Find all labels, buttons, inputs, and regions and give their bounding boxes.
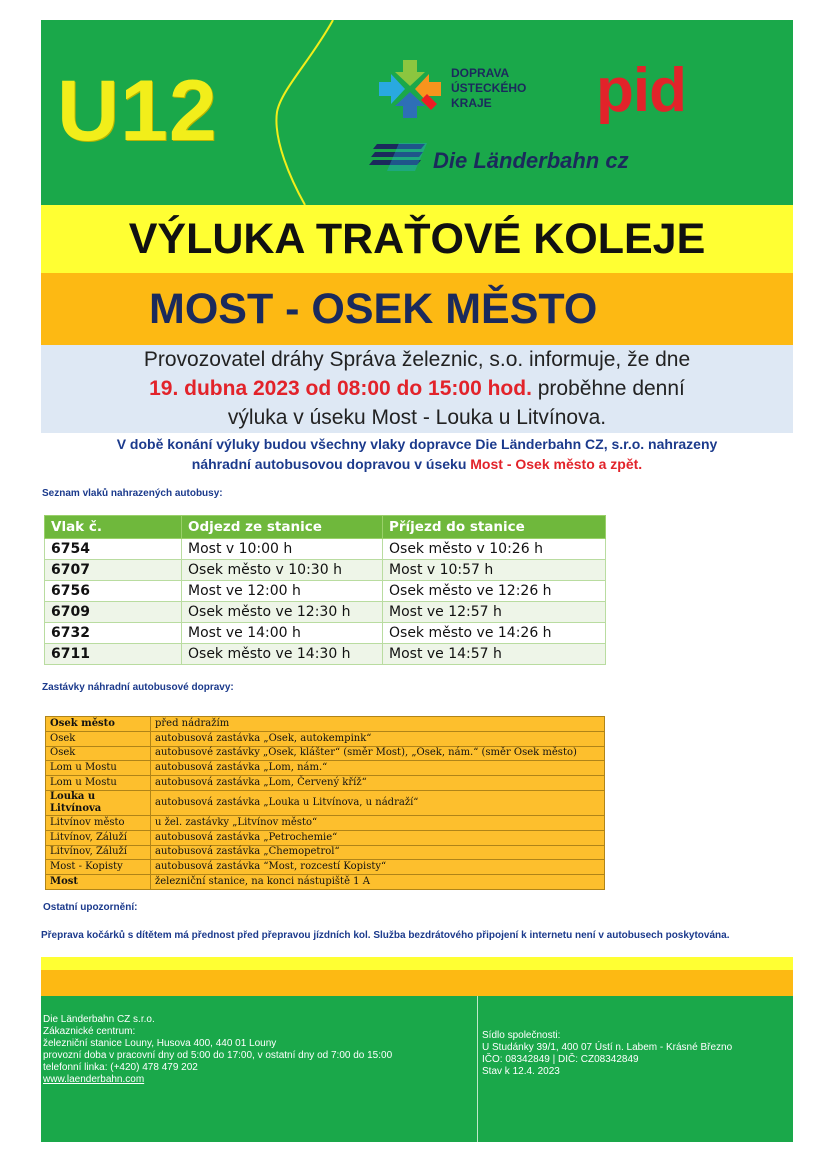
- departure: Osek město ve 14:30 h: [182, 644, 383, 665]
- arrival: Most ve 14:57 h: [383, 644, 606, 665]
- stop-place: Lom u Mostu: [46, 776, 151, 791]
- table-row: [46, 860, 605, 875]
- notice-line-2: [41, 454, 793, 474]
- train-number: 6709: [45, 602, 182, 623]
- train-number: 6707: [45, 560, 182, 581]
- stops-table: [45, 716, 605, 890]
- table-row: [45, 539, 606, 560]
- table-row: [46, 790, 605, 815]
- other-notices-text: Přeprava kočárků s dítětem má přednost před přepravou jízdních kol. Služba bezdrátového připojení k internetu není v autobusech poskytována.: [41, 930, 730, 941]
- departure: Osek město v 10:30 h: [182, 560, 383, 581]
- trains-table-header: [45, 516, 606, 539]
- departure: Osek město ve 12:30 h: [182, 602, 383, 623]
- stop-place: Most: [46, 875, 151, 890]
- footer-company-name: Die Länderbahn CZ s.r.o.: [43, 1014, 155, 1025]
- notice-line-2-red: Most - Osek město a zpět.: [470, 456, 643, 472]
- train-number: 6732: [45, 623, 182, 644]
- stop-location: autobusové zastávky „Osek, klášter“ (směr Most), „Osek, nám.“ (směr Osek město): [151, 746, 605, 761]
- page-title: VÝLUKA TRAŤOVÉ KOLEJE: [128, 215, 706, 263]
- train-number: 6711: [45, 644, 182, 665]
- info-date-time: 19. dubna 2023 od 08:00 do 15:00 hod.: [149, 377, 532, 400]
- stop-location: autobusová zastávka „Louka u Litvínova, u nádraží“: [151, 790, 605, 815]
- footer-divider: [477, 996, 478, 1142]
- table-row: [46, 717, 605, 732]
- stop-place: Litvínov, Záluží: [46, 830, 151, 845]
- col-train-number: Vlak č.: [45, 516, 182, 539]
- table-row: [46, 875, 605, 890]
- table-row: [45, 581, 606, 602]
- departure: Most ve 12:00 h: [182, 581, 383, 602]
- stop-location: autobusová zastávka „Osek, autokempink“: [151, 731, 605, 746]
- stop-place: Osek: [46, 746, 151, 761]
- arrival: Osek město ve 14:26 h: [383, 623, 606, 644]
- train-number: 6754: [45, 539, 182, 560]
- stop-place: Louka u Litvínova: [46, 790, 151, 815]
- stop-location: autobusová zastávka „Lom, Červený kříž“: [151, 776, 605, 791]
- route-number: U12: [57, 63, 218, 159]
- arrival: Most v 10:57 h: [383, 560, 606, 581]
- table-row: [46, 815, 605, 830]
- pid-logo: pid: [596, 56, 686, 125]
- doprava-ustecky-kraj-logo: [377, 58, 443, 120]
- footer-address: železniční stanice Louny, Husova 400, 440 01 Louny: [43, 1038, 277, 1049]
- departure: Most ve 14:00 h: [182, 623, 383, 644]
- footer-headquarters: [482, 1030, 732, 1078]
- dk-line-2: ÚSTECKÉHO: [451, 81, 527, 95]
- table-row: [46, 761, 605, 776]
- info-line-3: výluka v úseku Most - Louka u Litvínova.: [227, 406, 607, 429]
- notice-block: [41, 434, 793, 474]
- other-notices-label: Ostatní upozornění:: [43, 902, 138, 913]
- doprava-ustecky-kraj-text: [451, 66, 526, 111]
- table-row: [46, 845, 605, 860]
- notice-line-1: V době konání výluky budou všechny vlaky dopravce Die Länderbahn CZ, s.r.o. nahrazeny: [116, 436, 718, 452]
- stop-location: autobusová zastávka “Most, rozcestí Kopisty“: [151, 860, 605, 875]
- header-banner: [41, 20, 793, 205]
- table-row: [45, 560, 606, 581]
- footer-hours: provozní doba v pracovní dny od 5:00 do 17:00, v ostatní dny od 7:00 do 15:00: [43, 1050, 393, 1061]
- train-number: 6756: [45, 581, 182, 602]
- arrival: Osek město v 10:26 h: [383, 539, 606, 560]
- stop-place: Litvínov město: [46, 815, 151, 830]
- stop-place: Most - Kopisty: [46, 860, 151, 875]
- footer: [41, 996, 793, 1142]
- laenderbahn-logo-text: Die Länderbahn cz: [433, 148, 629, 173]
- stop-place: Osek: [46, 731, 151, 746]
- info-block: [41, 345, 793, 433]
- arrival: Osek město ve 12:26 h: [383, 581, 606, 602]
- laenderbahn-logo-icon: [369, 142, 429, 172]
- table-row: [46, 746, 605, 761]
- footer-ids: IČO: 08342849 | DIČ: CZ08342849: [482, 1054, 639, 1065]
- stop-place: Litvínov, Záluží: [46, 845, 151, 860]
- footer-phone: telefonní linka: (+420) 478 479 202: [43, 1062, 198, 1073]
- trains-table: [44, 515, 606, 665]
- table-row: [45, 644, 606, 665]
- table-row: [45, 602, 606, 623]
- stop-place: Osek město: [46, 717, 151, 732]
- info-line-2-rest: proběhne denní: [531, 377, 685, 400]
- stop-location: autobusová zastávka „Petrochemie“: [151, 830, 605, 845]
- stop-location: před nádražím: [151, 717, 605, 732]
- footer-stripe-yellow: [41, 957, 793, 970]
- stop-place: Lom u Mostu: [46, 761, 151, 776]
- stops-label: Zastávky náhradní autobusové dopravy:: [42, 682, 234, 693]
- stop-location: autobusová zastávka „Chemopetrol“: [151, 845, 605, 860]
- info-line-1: Provozovatel dráhy Správa železnic, s.o. informuje, že dne: [143, 348, 691, 371]
- route-bar: [41, 273, 793, 345]
- footer-hq-label: Sídlo společnosti:: [482, 1030, 561, 1041]
- notice-line-2-start: náhradní autobusovou dopravou v úseku: [191, 456, 471, 472]
- trains-label: Seznam vlaků nahrazených autobusy:: [42, 488, 223, 499]
- arrival: Most ve 12:57 h: [383, 602, 606, 623]
- table-row: [46, 830, 605, 845]
- footer-website-link[interactable]: www.laenderbahn.com: [43, 1074, 145, 1085]
- route-name: MOST - OSEK MĚSTO: [149, 285, 598, 333]
- footer-stripe-orange: [41, 970, 793, 996]
- footer-customer-center: Zákaznické centrum:: [43, 1026, 136, 1037]
- col-arrival: Příjezd do stanice: [383, 516, 606, 539]
- table-row: [45, 623, 606, 644]
- col-departure: Odjezd ze stanice: [182, 516, 383, 539]
- footer-company-info: [43, 1014, 392, 1086]
- dk-line-3: KRAJE: [451, 96, 492, 110]
- stop-location: u žel. zastávky „Litvínov město“: [151, 815, 605, 830]
- info-line-2: [41, 374, 793, 403]
- table-row: [46, 731, 605, 746]
- footer-hq-address: U Studánky 39/1, 400 07 Ústí n. Labem - Krásné Březno: [482, 1042, 733, 1053]
- dk-line-1: DOPRAVA: [451, 66, 510, 80]
- departure: Most v 10:00 h: [182, 539, 383, 560]
- title-bar: [41, 205, 793, 273]
- stop-location: autobusová zastávka „Lom, nám.“: [151, 761, 605, 776]
- footer-status-date: Stav k 12.4. 2023: [482, 1066, 560, 1077]
- table-row: [46, 776, 605, 791]
- stop-location: železniční stanice, na konci nástupiště 1 A: [151, 875, 605, 890]
